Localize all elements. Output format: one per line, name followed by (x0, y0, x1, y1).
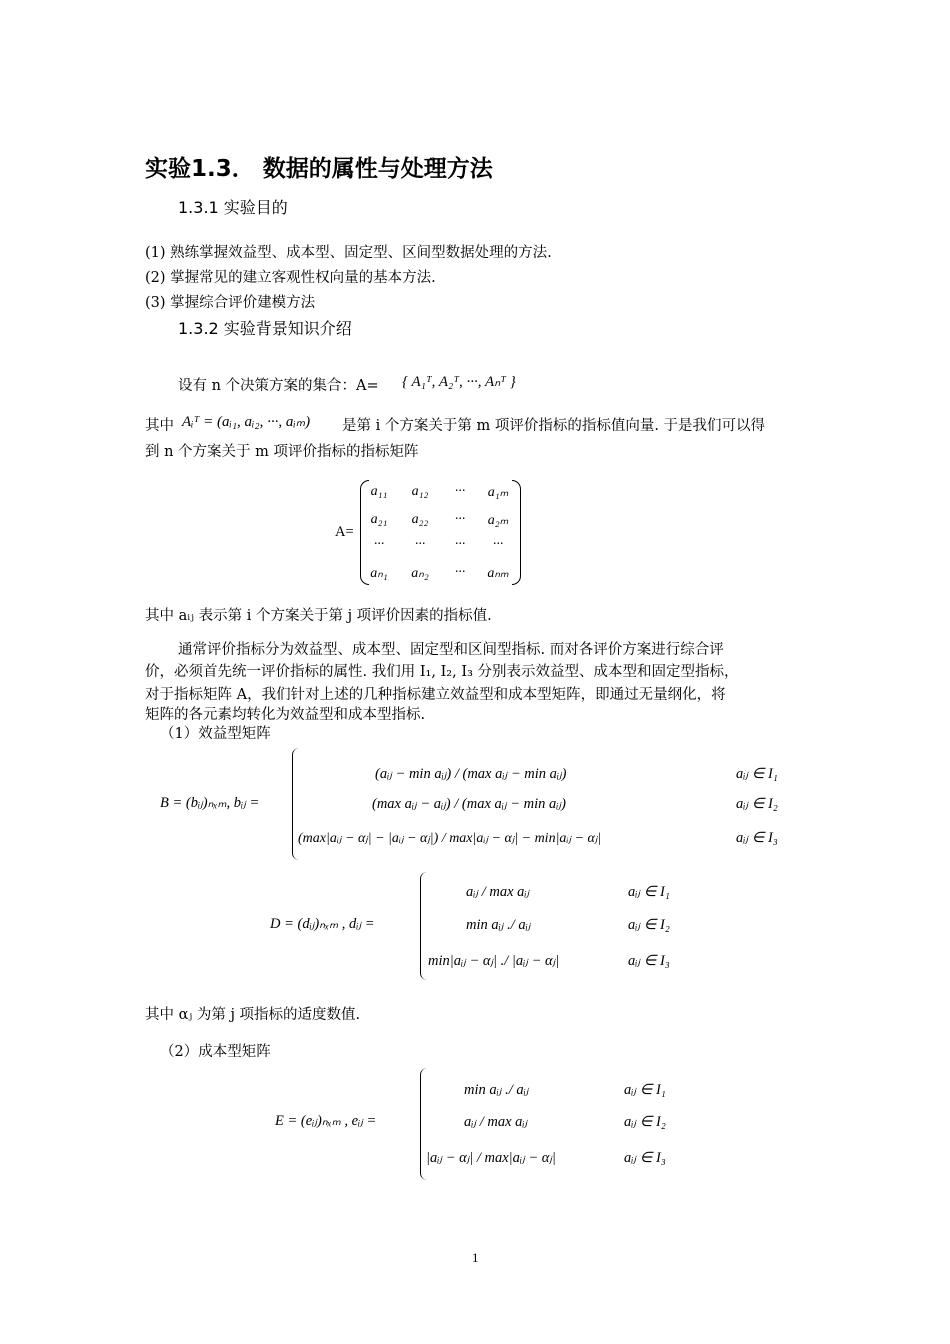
d-case-expr: aᵢⱼ / max aᵢⱼ (466, 884, 530, 900)
matrix-cell: aₙₘ (487, 566, 509, 581)
section-heading-background: 1.3.2 实验背景知识介绍 (178, 319, 352, 338)
d-lhs: D = (dᵢⱼ)ₙₓₘ , dᵢⱼ = (270, 916, 375, 932)
set-intro: 设有 n 个决策方案的集合：A= (178, 378, 379, 394)
b-case-expr: (max|aᵢⱼ − αⱼ| − |aᵢⱼ − αⱼ|) / max|aᵢⱼ − αⱼ| − min|aᵢⱼ − αⱼ| (298, 831, 602, 846)
matrix-cell: a₂₁ (370, 512, 388, 527)
b-case-cond: aᵢⱼ ∈ I₁ (736, 766, 778, 782)
goal-item: (2) 掌握常见的建立客观性权向量的基本方法. (145, 270, 436, 286)
matrix-cell: a₁ₘ (487, 485, 509, 500)
paragraph-line: 矩阵的各元素均转化为效益型和成本型指标. (145, 707, 426, 723)
goal-item: (1) 熟练掌握效益型、成本型、固定型、区间型数据处理的方法. (145, 245, 552, 261)
b-case-cond: aᵢⱼ ∈ I₃ (736, 830, 778, 846)
section-heading-purpose: 1.3.1 实验目的 (178, 198, 288, 217)
matrix-cell: a₁₂ (411, 484, 429, 499)
e-case-cond: aᵢⱼ ∈ I₃ (624, 1150, 666, 1166)
d-case-cond: aᵢⱼ ∈ I₂ (628, 917, 670, 933)
d-brace (420, 872, 427, 980)
set-expression: { A₁ᵀ, A₂ᵀ, ···, Aₙᵀ } (402, 374, 516, 390)
vector-text-b: 是第 i 个方案关于第 m 项评价指标的指标值向量. 于是我们可以得 (342, 418, 766, 434)
e-case-expr: aᵢⱼ / max aᵢⱼ (464, 1114, 528, 1130)
matrix-cell: ··· (414, 537, 426, 552)
e-case-cond: aᵢⱼ ∈ I₂ (624, 1114, 666, 1130)
b-case-cond: aᵢⱼ ∈ I₂ (736, 796, 778, 812)
paragraph-line: 对于指标矩阵 A，我们针对上述的几种指标建立效益型和成本型矩阵，即通过无量纲化，将 (145, 687, 726, 703)
matrix-cell: a₂ₘ (487, 513, 509, 528)
matrix-cell: aₙ₂ (411, 566, 429, 581)
matrix-cell: aₙ₁ (370, 566, 388, 581)
matrix-cell: ··· (454, 484, 466, 499)
page-title: 实验1.3． 数据的属性与处理方法 (145, 156, 493, 182)
b-case-expr: (aᵢⱼ − min aᵢⱼ) / (max aᵢⱼ − min aᵢⱼ) (375, 766, 567, 782)
b-lhs: B = (bᵢⱼ)ₙₓₘ, bᵢⱼ = (160, 795, 260, 811)
benefit-matrix-title: （1）效益型矩阵 (160, 726, 271, 742)
cost-matrix-title: （2）成本型矩阵 (160, 1044, 271, 1060)
matrix-cell: a₁₁ (370, 484, 388, 499)
vector-text-c: 到 n 个方案关于 m 项评价指标的指标矩阵 (145, 444, 419, 460)
d-case-expr: min|aᵢⱼ − αⱼ| ./ |aᵢⱼ − αⱼ| (428, 953, 560, 969)
d-case-expr: min aᵢⱼ ./ aᵢⱼ (466, 917, 531, 933)
aij-description: 其中 aᵢⱼ 表示第 i 个方案关于第 j 项评价因素的指标值. (145, 608, 492, 624)
vector-text-a: 其中 (145, 418, 174, 434)
d-case-cond: aᵢⱼ ∈ I₁ (628, 884, 670, 900)
page-number: 1 (472, 1250, 479, 1265)
e-case-cond: aᵢⱼ ∈ I₁ (624, 1082, 666, 1098)
d-case-cond: aᵢⱼ ∈ I₃ (628, 953, 670, 969)
e-case-expr: min aᵢⱼ ./ aᵢⱼ (464, 1082, 529, 1098)
alpha-description: 其中 αⱼ 为第 j 项指标的适度数值. (145, 1007, 361, 1023)
paragraph-line: 价，必须首先统一评价指标的属性. 我们用 I₁, I₂, I₃ 分别表示效益型、成本型和固定型指标， (145, 664, 739, 680)
matrix-cell: ··· (454, 565, 466, 580)
matrix-label: A= (335, 524, 354, 540)
matrix-cell: a₂₂ (411, 512, 429, 527)
e-lhs: E = (eᵢⱼ)ₙₓₘ , eᵢⱼ = (275, 1113, 377, 1129)
paragraph-line: 通常评价指标分为效益型、成本型、固定型和区间型指标. 而对各评价方案进行综合评 (178, 642, 724, 658)
matrix-cell: ··· (454, 537, 466, 552)
matrix-cell: ··· (492, 537, 504, 552)
goal-item: (3) 掌握综合评价建模方法 (145, 295, 316, 311)
b-case-expr: (max aᵢⱼ − aᵢⱼ) / (max aᵢⱼ − min aᵢⱼ) (372, 796, 566, 812)
e-case-expr: |aᵢⱼ − αⱼ| / max|aᵢⱼ − αⱼ| (426, 1150, 556, 1166)
vector-expression: Aᵢᵀ = (aᵢ₁, aᵢ₂, ···, aᵢₘ) (182, 414, 311, 430)
matrix-cell: ··· (373, 537, 385, 552)
matrix-cell: ··· (454, 512, 466, 527)
